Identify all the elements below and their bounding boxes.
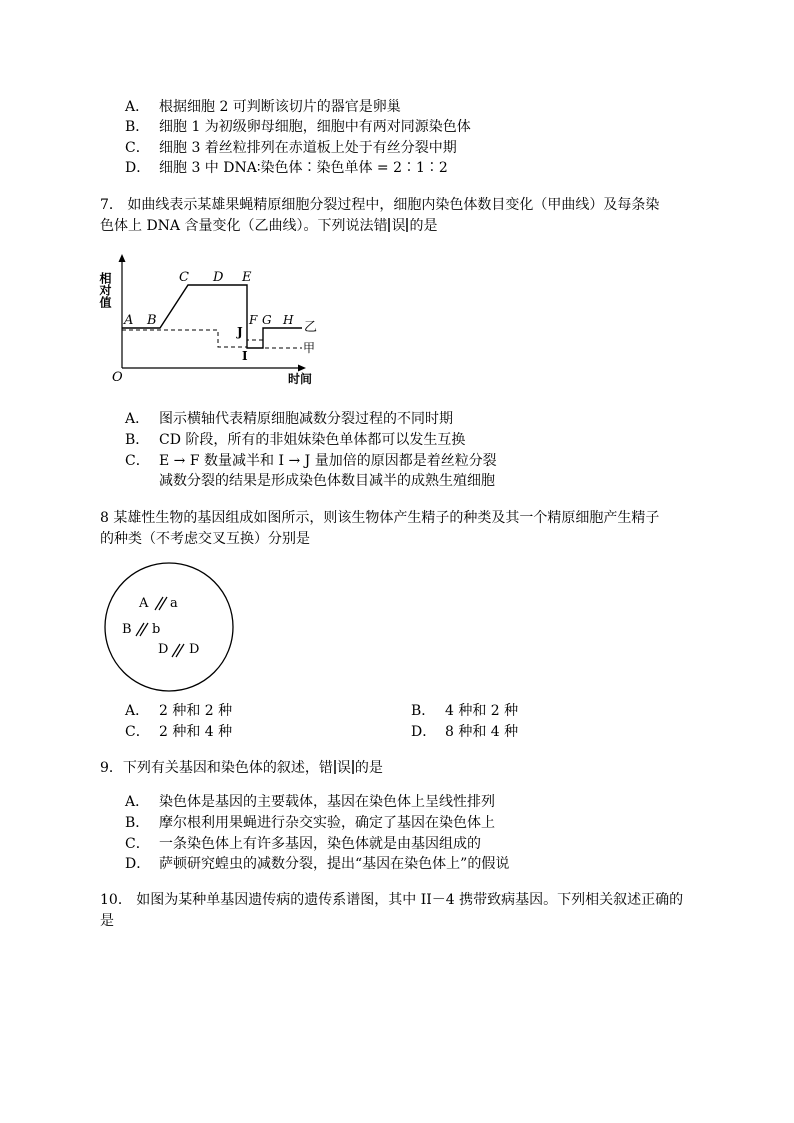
q10-stem-line2: 是 <box>100 913 114 929</box>
q8-gene-a: a <box>170 596 178 611</box>
q8-option-d: D． 8 种和 4 种 <box>411 724 519 740</box>
q8-stem-line2: 的种类（不考虑交叉互换）分别是 <box>100 531 310 547</box>
q6-option-b: B． 细胞 1 为初级卵母细胞，细胞中有两对同源染色体 <box>125 119 471 135</box>
q8-gene-b: b <box>152 622 161 637</box>
q9-option-b: B． 摩尔根利用果蝇进行杂交实验，确定了基因在染色体上 <box>125 815 495 831</box>
q7-curve-jia-label: 甲 <box>303 341 316 355</box>
q7-chromosome-curve-figure <box>100 250 330 390</box>
q9-option-a: A． 染色体是基因的主要载体，基因在染色体上呈线性排列 <box>125 794 495 810</box>
q7-option-c: C． E → F 数量减半和 I → J 量加倍的原因都是着丝粒分裂 <box>125 453 497 469</box>
q7-x-axis-label: 时间 <box>288 372 313 386</box>
q7-point-g: G <box>262 313 272 327</box>
q7-point-h: H <box>283 313 294 327</box>
q7-option-a: A． 图示横轴代表精原细胞减数分裂过程的不同时期 <box>125 411 453 427</box>
q7-stem-line2: 色体上 DNA 含量变化（乙曲线）。下列说法错 误 的是 <box>100 218 438 234</box>
q7-point-b: B <box>147 313 157 328</box>
q8-option-a: A． 2 种和 2 种 <box>125 703 233 719</box>
q7-option-b: B． CD 阶段，所有的非姐妹染色单体都可以发生互换 <box>125 432 466 448</box>
q10-stem-line1: 10． 如图为某种单基因遗传病的遗传系谱图，其中 II－4 携带致病基因。下列相关叙述正确的 <box>100 892 684 908</box>
q7-point-j: J <box>237 325 243 339</box>
q7-origin-label: O <box>112 370 123 385</box>
q8-option-b: B． 4 种和 2 种 <box>411 703 519 719</box>
q8-gene-D1: D <box>158 642 169 657</box>
q7-stem-line1: 7． 如曲线表示某雄果蝇精原细胞分裂过程中，细胞内染色体数目变化（甲曲线）及每条染 <box>100 197 660 213</box>
q8-gene-B: B <box>122 622 132 637</box>
q9-option-d: D． 萨顿研究蝗虫的减数分裂，提出“基因在染色体上”的假说 <box>125 856 510 872</box>
q7-option-d: 减数分裂的结果是形成染色体数目减半的成熟生殖细胞 <box>159 473 495 489</box>
q6-option-a: A． 根据细胞 2 可判断该切片的器官是卵巢 <box>125 99 401 115</box>
q7-point-f: F <box>249 313 258 327</box>
q6-option-d: D． 细胞 3 中 DNA∶染色体∶染色单体 = 2∶1∶2 <box>125 160 448 176</box>
q7-y-axis-label: 相对值 <box>98 272 112 308</box>
q8-genotype-cell-figure <box>100 570 240 690</box>
q8-option-c: C． 2 种和 4 种 <box>125 724 233 740</box>
q7-curve-jia <box>122 330 302 348</box>
q7-point-i: I <box>242 349 248 363</box>
q6-option-c: C． 细胞 3 着丝粒排列在赤道板上处于有丝分裂中期 <box>125 140 457 156</box>
q8-gene-A: A <box>139 596 149 611</box>
q9-option-c: C． 一条染色体上有许多基因，染色体就是由基因组成的 <box>125 836 481 852</box>
q7-point-d: D <box>213 270 224 285</box>
q9-stem: 9．下列有关基因和染色体的叙述，错 误 的是 <box>100 760 383 776</box>
q8-gene-D2: D <box>189 642 200 657</box>
q7-point-e: E <box>242 270 252 285</box>
q7-point-a: A <box>124 313 134 328</box>
q7-curve-yi-label: 乙 <box>304 320 318 335</box>
q8-stem-line1: 8 某雄性生物的基因组成如图所示，则该生物体产生精子的种类及其一个精原细胞产生精子 <box>100 510 660 526</box>
q7-point-c: C <box>179 270 189 285</box>
